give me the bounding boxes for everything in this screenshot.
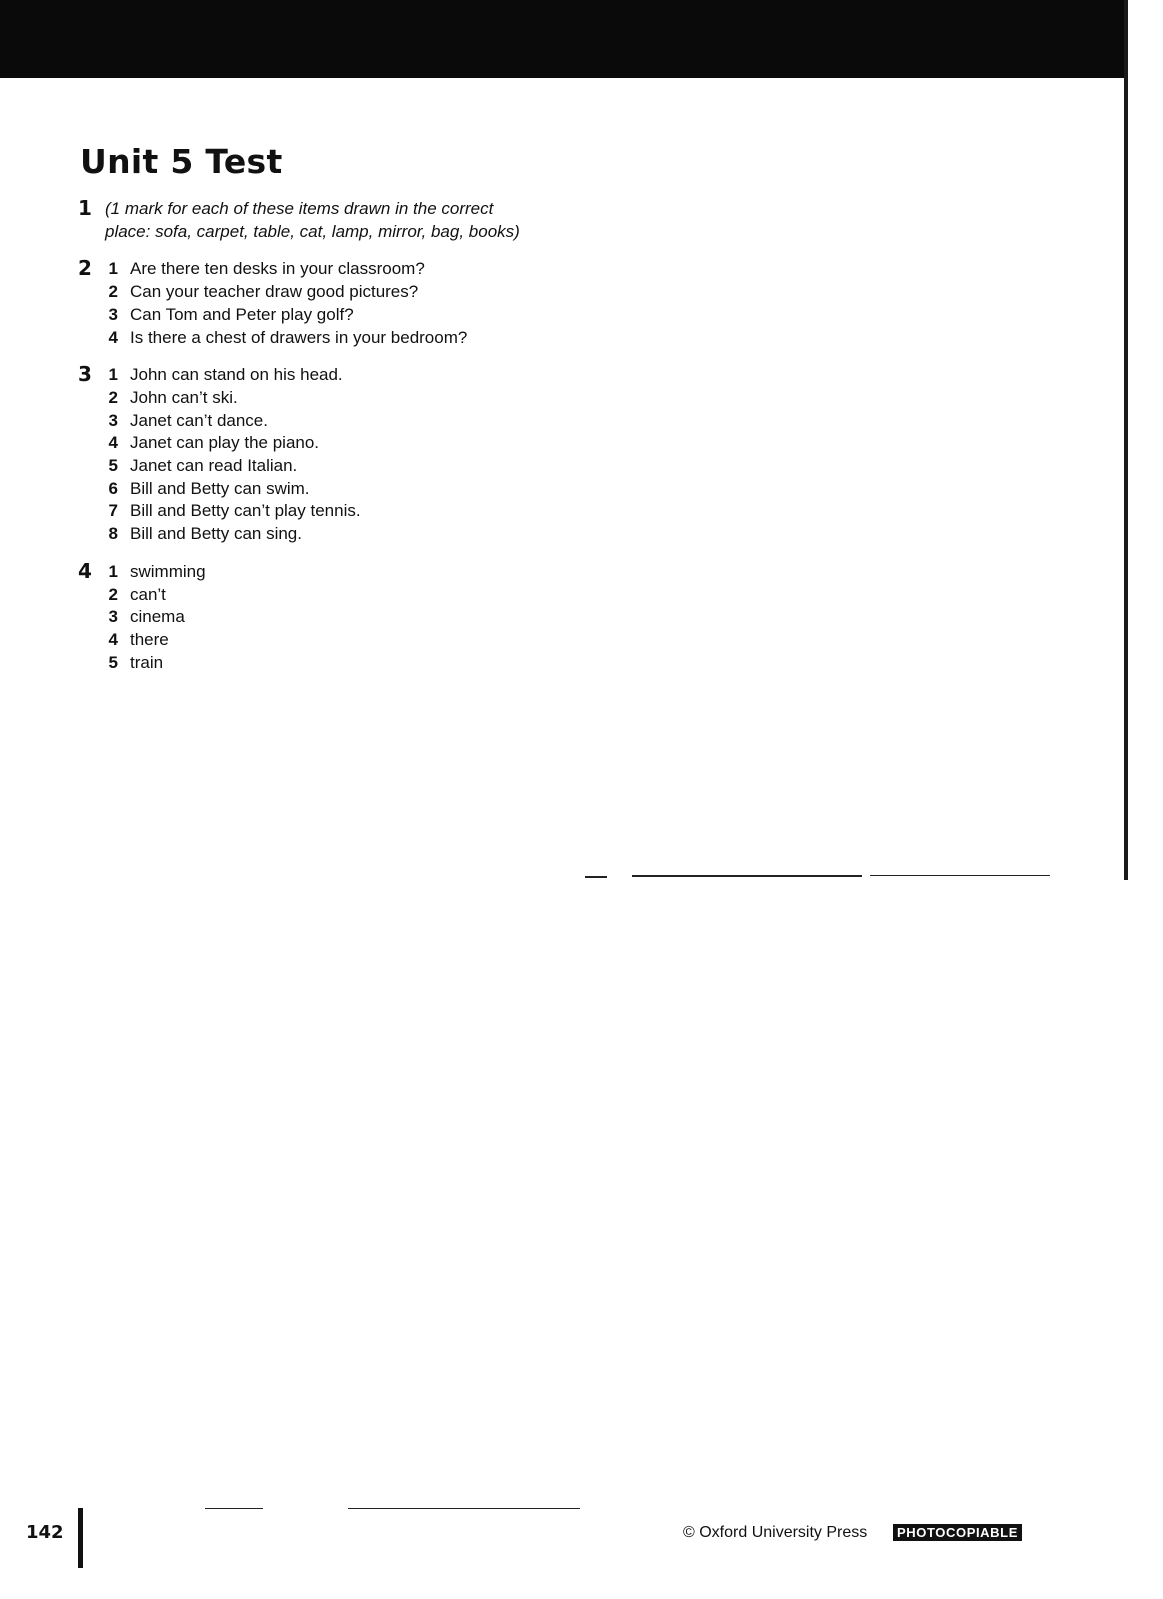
item-text: there xyxy=(130,629,169,649)
item-text: cinema xyxy=(130,607,185,627)
section-number: 1 xyxy=(78,196,92,220)
item-number: 2 xyxy=(108,282,118,302)
answer-item xyxy=(78,584,598,607)
item-text: Bill and Betty can swim. xyxy=(130,478,310,498)
page-number: 142 xyxy=(26,1522,64,1543)
answer-item xyxy=(78,327,598,350)
answer-item xyxy=(78,364,598,387)
item-number: 5 xyxy=(108,456,118,476)
item-number: 1 xyxy=(108,365,118,385)
answer-item xyxy=(78,455,598,478)
answer-item xyxy=(78,478,598,501)
item-number: 1 xyxy=(108,259,118,279)
item-number: 2 xyxy=(108,387,118,407)
item-number: 3 xyxy=(108,410,118,430)
item-text: Bill and Betty can sing. xyxy=(130,524,302,544)
section-number: 2 xyxy=(78,256,92,281)
item-text: Is there a chest of drawers in your bedroom? xyxy=(130,327,468,347)
section-4 xyxy=(78,558,598,675)
scan-rule xyxy=(870,875,1050,876)
item-text: Can Tom and Peter play golf? xyxy=(130,304,354,324)
answer-key xyxy=(78,198,598,689)
answer-item xyxy=(78,258,598,281)
footer-bar xyxy=(78,1508,83,1568)
item-number: 5 xyxy=(108,652,118,672)
section-2 xyxy=(78,258,598,349)
scan-right-margin xyxy=(1128,0,1163,1599)
item-text: Bill and Betty can’t play tennis. xyxy=(130,501,361,521)
section-1 xyxy=(78,198,598,243)
item-text: John can stand on his head. xyxy=(130,365,343,385)
item-number: 4 xyxy=(108,629,118,649)
item-number: 4 xyxy=(108,433,118,453)
answer-item xyxy=(78,432,598,455)
answer-item xyxy=(78,652,598,675)
item-text: Janet can read Italian. xyxy=(130,456,298,476)
item-number: 7 xyxy=(108,501,118,521)
answer-item xyxy=(78,523,598,546)
item-number: 3 xyxy=(108,304,118,324)
item-text: Are there ten desks in your classroom? xyxy=(130,259,425,279)
answer-item xyxy=(78,558,598,584)
answer-item xyxy=(78,304,598,327)
scan-top-bar xyxy=(0,0,1128,78)
scan-rule xyxy=(205,1508,263,1509)
photocopiable-badge: PHOTOCOPIABLE xyxy=(893,1524,1022,1541)
answer-item xyxy=(78,410,598,433)
item-text: Can your teacher draw good pictures? xyxy=(130,282,419,302)
publisher-credit: © Oxford University Press xyxy=(683,1524,868,1541)
item-text: train xyxy=(130,652,164,672)
answer-item xyxy=(78,281,598,304)
item-text: John can’t ski. xyxy=(130,387,238,407)
item-text: can’t xyxy=(130,584,166,604)
item-number: 6 xyxy=(108,478,118,498)
item-number: 2 xyxy=(108,584,118,604)
scan-rule xyxy=(585,876,607,878)
item-text: Janet can’t dance. xyxy=(130,410,268,430)
item-number: 8 xyxy=(108,524,118,544)
section-number: 3 xyxy=(78,362,92,387)
answer-item xyxy=(78,500,598,523)
section-note: (1 mark for each of these items drawn in the correct place: sofa, carpet, table, cat, lamp, mirror, bag, books) xyxy=(105,199,520,241)
item-number: 1 xyxy=(108,561,118,581)
answer-item xyxy=(78,629,598,652)
answer-item xyxy=(78,387,598,410)
item-text: Janet can play the piano. xyxy=(130,433,320,453)
item-text: swimming xyxy=(130,561,206,581)
section-3 xyxy=(78,364,598,546)
scan-rule xyxy=(348,1508,580,1509)
answer-item xyxy=(78,606,598,629)
scan-rule xyxy=(632,875,862,877)
item-number: 4 xyxy=(108,327,118,347)
item-number: 3 xyxy=(108,607,118,627)
page-title: Unit 5 Test xyxy=(80,142,283,181)
section-number: 4 xyxy=(78,558,92,583)
